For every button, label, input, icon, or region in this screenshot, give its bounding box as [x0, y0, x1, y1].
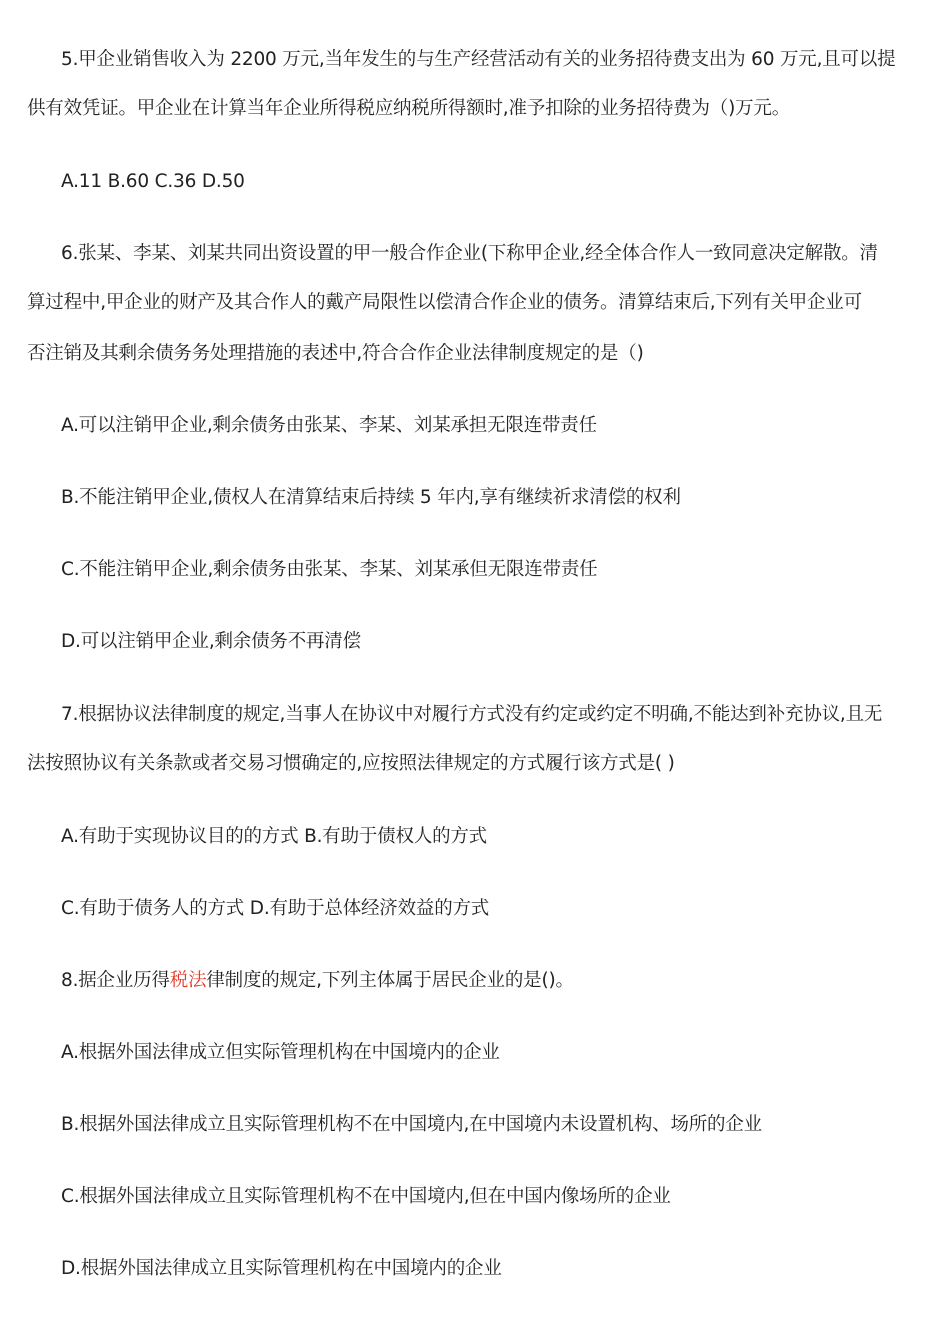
question-6-line-3: 否注销及其剩余债务务处理措施的表述中,符合合作企业法律制度规定的是（): [27, 343, 644, 364]
question-6-option-b: B.不能注销甲企业,债权人在清算结束后持续 5 年内,享有继续祈求清偿的权利: [61, 487, 681, 508]
question-7-options-ab: A.有助于实现协议目的的方式 B.有助于债权人的方式: [61, 826, 487, 847]
question-8-option-c: C.根据外国法律成立且实际管理机构不在中国境内,但在中国内像场所的企业: [61, 1186, 671, 1207]
question-8-option-d: D.根据外国法律成立且实际管理机构在中国境内的企业: [61, 1258, 502, 1279]
question-8-stem-prefix: 8.据企业历得: [61, 970, 170, 991]
tax-law-link[interactable]: 税法: [169, 970, 207, 991]
question-6-option-a: A.可以注销甲企业,剩余债务由张某、李某、刘某承担无限连带责任: [61, 415, 597, 436]
question-8-option-b: B.根据外国法律成立且实际管理机构不在中国境内,在中国境内未设置机构、场所的企业: [61, 1114, 762, 1135]
question-8-option-a: A.根据外国法律成立但实际管理机构在中国境内的企业: [61, 1042, 500, 1063]
question-5-line-1: 5.甲企业销售收入为 2200 万元,当年发生的与生产经营活动有关的业务招待费支出为 60 万元,且可以提: [61, 49, 896, 70]
question-5-line-2: 供有效凭证。甲企业在计算当年企业所得税应纳税所得额时,准予扣除的业务招待费为（)万元。: [27, 98, 791, 119]
question-6-line-1: 6.张某、李某、刘某共同出资设置的甲一般合作企业(下称甲企业,经全体合作人一致同意决定解散。清: [61, 243, 878, 264]
question-7-line-1: 7.根据协议法律制度的规定,当事人在协议中对履行方式没有约定或约定不明确,不能达到补充协议,且无: [61, 704, 883, 725]
question-7-line-2: 法按照协议有关条款或者交易习惯确定的,应按照法律规定的方式履行该方式是( ): [27, 753, 675, 774]
question-6-option-d: D.可以注销甲企业,剩余债务不再清偿: [61, 631, 361, 652]
question-8-stem-suffix: 律制度的规定,下列主体属于居民企业的是()。: [206, 970, 574, 991]
question-5-options: A.11 B.60 C.36 D.50: [61, 171, 245, 192]
question-6-option-c: C.不能注销甲企业,剩余债务由张某、李某、刘某承但无限连带责任: [61, 559, 598, 580]
question-6-line-2: 算过程中,甲企业的财产及其合作人的戴产局限性以偿清合作企业的债务。清算结束后,下列有关甲企业可: [27, 292, 862, 313]
question-7-options-cd: C.有助于债务人的方式 D.有助于总体经济效益的方式: [61, 898, 490, 919]
question-8-stem: [61, 969, 950, 993]
